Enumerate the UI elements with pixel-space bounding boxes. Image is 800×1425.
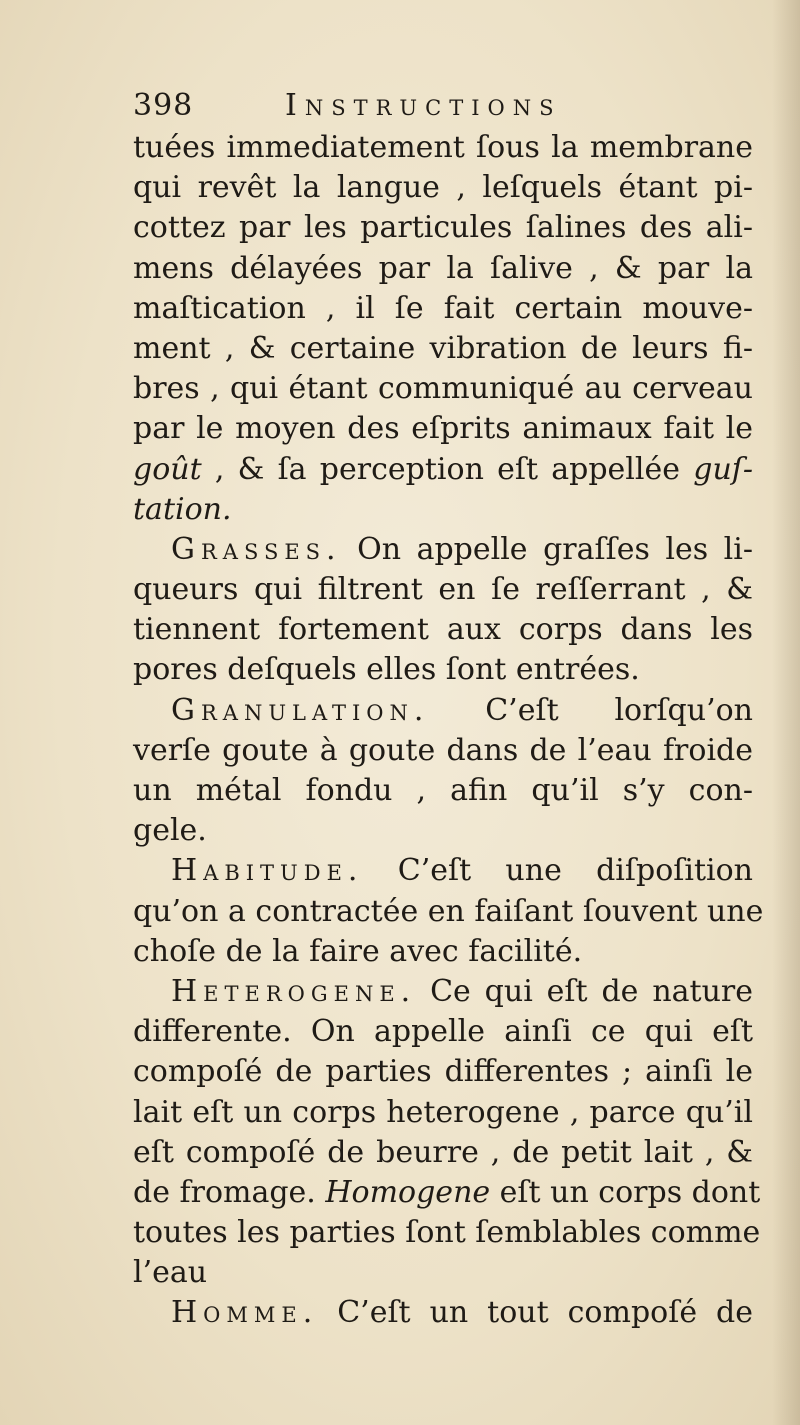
text-line bbox=[133, 771, 753, 811]
text-line bbox=[133, 610, 753, 650]
text-run: compoſé de parties differentes ; ainſi le bbox=[133, 1054, 753, 1090]
text-run: pores deſquels elles ſont entrées. bbox=[133, 652, 640, 688]
text-run: l’eau bbox=[133, 1255, 208, 1291]
entry-headword: Habitude. bbox=[171, 853, 364, 889]
text-line bbox=[133, 128, 753, 168]
text-run: , & ſa perception eſt appellée bbox=[201, 451, 694, 487]
text-run: qui revêt la langue , leſquels étant pi- bbox=[133, 170, 753, 206]
entry-headword: Heterogene. bbox=[171, 973, 417, 1009]
text-run: qu’on a contractée en faiſant ſouvent une bbox=[133, 893, 764, 929]
page-number: 398 bbox=[133, 88, 194, 123]
text-run: toutes les parties ſont ſemblables comme bbox=[133, 1215, 761, 1251]
text-line bbox=[133, 691, 753, 731]
text-run: de fromage. bbox=[133, 1174, 326, 1210]
text-line bbox=[133, 1213, 761, 1253]
text-run: On appelle graſſes les li- bbox=[341, 531, 753, 567]
text-run: Ce qui eſt de nature bbox=[416, 973, 753, 1009]
text-line bbox=[133, 811, 753, 851]
italic-term: guſ- bbox=[693, 451, 753, 487]
text-run: C’eſt un tout compoſé de bbox=[318, 1295, 753, 1331]
page-edge-shadow bbox=[772, 0, 800, 1425]
text-run: C’eſt lorſqu’on bbox=[429, 692, 753, 728]
text-line bbox=[133, 731, 753, 771]
text-line bbox=[133, 490, 753, 530]
text-run: par le moyen des eſprits animaux fait le bbox=[133, 411, 753, 447]
text-line bbox=[133, 650, 753, 690]
running-title: Instructions bbox=[285, 88, 562, 123]
text-line bbox=[133, 289, 753, 329]
text-line bbox=[133, 249, 753, 289]
text-run: eſt compoſé de beurre , de petit lait , & bbox=[133, 1134, 753, 1170]
italic-term: goût bbox=[133, 451, 202, 487]
text-line bbox=[133, 409, 753, 449]
italic-term: Homogene bbox=[325, 1174, 491, 1210]
body-text bbox=[133, 128, 764, 1334]
text-run: verſe goute à goute dans de l’eau froide bbox=[133, 732, 753, 768]
entry-headword: Grasses. bbox=[171, 531, 342, 567]
text-line bbox=[133, 972, 753, 1012]
text-line bbox=[133, 530, 753, 570]
text-line bbox=[133, 450, 753, 490]
entry-headword: Homme. bbox=[171, 1295, 319, 1331]
text-line bbox=[133, 1052, 753, 1092]
text-run: maſtication , il ſe fait certain mouve- bbox=[133, 290, 753, 326]
text-line bbox=[133, 208, 753, 248]
text-run: un métal fondu , afin qu’il s’y con- bbox=[133, 773, 753, 808]
text-line bbox=[133, 1253, 753, 1293]
text-line bbox=[133, 1133, 753, 1173]
text-run: tuées immediatement ſous la membrane bbox=[133, 130, 753, 165]
text-run: choſe de la faire avec facilité. bbox=[133, 933, 583, 969]
text-run: bres , qui étant communiqué au cerveau bbox=[133, 371, 753, 407]
italic-term: tation. bbox=[133, 491, 232, 527]
text-run: eſt un corps dont bbox=[490, 1174, 761, 1210]
page-header bbox=[133, 88, 733, 122]
text-line bbox=[133, 168, 753, 208]
text-line bbox=[133, 369, 753, 409]
text-run: differente. On appelle ainſi ce qui eſt bbox=[133, 1014, 753, 1050]
text-line bbox=[133, 1173, 761, 1213]
text-run: ment , & certaine vibration de leurs fi- bbox=[133, 330, 753, 366]
text-run: lait eſt un corps heterogene , parce qu’il bbox=[133, 1094, 753, 1130]
text-run: cottez par les particules ſalines des ali- bbox=[133, 210, 753, 246]
text-line bbox=[133, 932, 753, 972]
text-line bbox=[133, 1093, 753, 1133]
text-run: mens délayées par la ſalive , & par la bbox=[133, 250, 753, 286]
text-line bbox=[133, 329, 753, 369]
entry-headword: Granulation. bbox=[171, 692, 430, 728]
text-line bbox=[133, 1012, 753, 1052]
text-run: gele. bbox=[133, 813, 207, 849]
text-run: tiennent fortement aux corps dans les bbox=[133, 612, 753, 648]
text-run: C’eſt une diſpoſition bbox=[363, 853, 753, 889]
text-run: queurs qui filtrent en ſe reſſerrant , & bbox=[133, 572, 753, 608]
text-line bbox=[133, 1293, 753, 1333]
text-line bbox=[133, 570, 753, 610]
text-line bbox=[133, 892, 764, 932]
text-line bbox=[133, 851, 753, 891]
